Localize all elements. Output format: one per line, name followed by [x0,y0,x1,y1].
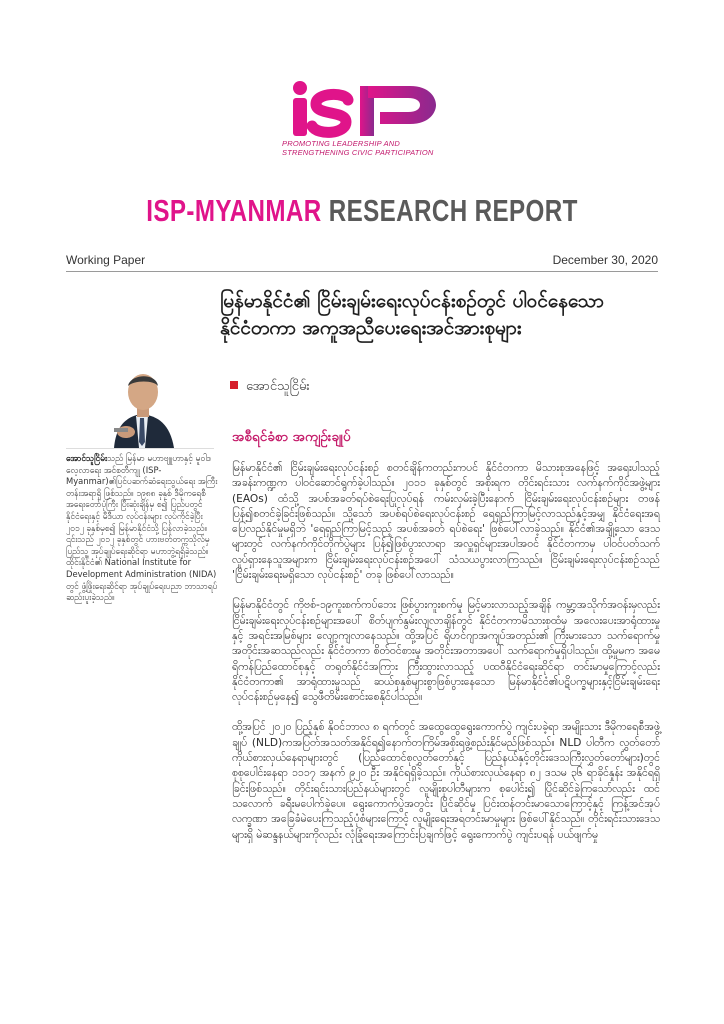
bio-text: သည် မြန်မာ မဟာဗျူဟာနှင့် မူဝါဒလေ့လာရေး အင်စတီကျု (ISP-Myanmar)၏ပြင်ပဆက်ဆံရေးသွယ်ရေး အကြီးတန်းအရာရှိ ဖြစ်သည်။ ၁၉၈၈ ခုနှစ် ဒီမိုကရေစီ အရေးတော်ပုံကြီး ပြီးဆုံးချိန်မှ စ၍ ပြည်ပတွင် နိုင်ငံရေးနှင့် မီဒီယာ လုပ်ငန်းများ လုပ်ကိုင်ခဲ့ပြီး ၂၀၁၂ ခုနှစ်မှစ၍ မြန်မာနိုင်ငံသို့ ပြန်လာခဲ့သည်။ ၎င်းသည် ၂၀၁၂ ခုနှစ်တွင် ဟားဗတ်တက္ကသိုလ်မှ ပြည်သူ့ အုပ်ချုပ်ရေးဆိုင်ရာ မဟာဘွဲ့ရရှိခဲ့သည်။ ထိုင်းနိုင်ငံ၏ National Institute for Development Administration (NIDA) တွင် ဖွံ့ဖြိုးရေးဆိုင်ရာ အုပ်ချုပ်ရေးပညာ ဘာသာရပ် ဆည်းပူးခဲ့သည်။ [66,453,218,603]
article-body [232,461,660,858]
report-brand: ISP-MYANMAR [146,193,322,228]
body-paragraph: ထို့အပြင် ၂၀၂၀ ပြည့်နှစ် နိုဝင်ဘာလ ၈ ရက်တွင် အထွေထွေရွေးကောက်ပွဲ ကျင်းပခဲ့ရာ အမျိုးသား ဒီမိုကရေစီအဖွဲ့ချုပ် (NLD)ကအပြတ်အသတ်အနိုင်ရ၍နောက်တကြိမ်အစိုးရဖွဲ့စည်းနိုင်မည်ဖြစ်သည်။ NLD ပါတီက လွှတ်တော်ကိုယ်စားလှယ်နေရာများတွင် (ပြည်ထောင်စုလွှတ်တော်နှင့် ပြည်နယ်နှင့်တိုင်းဒေသကြီးလွှတ်တော်များ)တွင် စုစုပေါင်းနေရာ ၁၁၁၇ အနက် ၉၂၀ ဦး အနိုင်ရရှိခဲ့သည်။ ကိုယ်စားလှယ်နေရာ ၈၂ ဒသမ ၃၆ ရာခိုင်နှုန်း အနိုင်ရရှိခြင်းဖြစ်သည်။ တိုင်းရင်းသားပြည်နယ်များတွင် လူမျိုးစုပါတီများက စုပေါင်း၍ ပြိုင်ဆိုင်ခဲ့ကြသော်လည်း ထင်သလောက် ခရီးမပေါက်ခဲ့ပေ။ ရွေးကောက်ပွဲအတွင်း ပြိုင်ဆိုင်မှု ပြင်းထန်တင်းမာသောကြောင့်နှင့် ကြန့်အင်အုပ်လက္ခဏာ အခြေခံမဲပေးကြသည့်ပုံစံများကြောင့် လူမျိုးရေးအရတင်းမာမှုများ ဖြစ်ပေါ်နိုင်သည်။ တိုင်းရင်းသားဒေသများရှိ မဲဆန္ဒနယ်များကိုလည်း လုံခြုံရေးအကြောင်းပြချက်ဖြင့် ရွေးကောက်ပွဲ ကျင်းပရန် ပယ်ဖျက်မှု [232,721,660,841]
author-photo-illustration [66,358,214,448]
author-bio [66,453,218,604]
logo-tagline [282,139,452,157]
publish-date: December 30, 2020 [552,253,658,267]
body-paragraph: မြန်မာနိုင်ငံ၏ ငြိမ်းချမ်းရေးလုပ်ငန်းစဉ် စတင်ချိန်ကတည်းကပင် နိုင်ငံတကာ မိသားစုအနေဖြင့် အရေးပါသည့် အခန်းကဏ္ဍက ပါဝင်ဆောင်ရွက်ခဲ့ပါသည်။ ၂၀၁၁ ခုနှစ်တွင် အစိုးရက တိုင်းရင်းသား လက်နက်ကိုင်အဖွဲ့များ (EAOs) ထံသို့ အပစ်အခတ်ရပ်စဲရေးပြုလုပ်ရန် ကမ်းလှမ်းခဲ့ပြီးနောက် ငြိမ်းချမ်းရေးလုပ်ငန်းစဉ်များ တဖန် ပြန်၍စတင်ခဲ့ခြင်းဖြစ်သည်။ သို့သော် အပစ်ရပ်စဲရေးလုပ်ငန်းစဉ် ရေရှည်ကြာမြင့်လာသည်နှင့်အမျှ နိုင်ငံရေးအရ ပြေလည်နိုင်မှုမရှိဘဲ 'ရေရှည်ကြာမြင့်သည့် အပစ်အခတ် ရပ်စဲရေး' ဖြစ်ပေါ်လာခဲ့သည်။ နိုင်ငံ၏အချို့သော ဒေသများတွင် လက်နက်ကိုင်တိုက်ပွဲများ ပြန်၍ဖြစ်ပွားလာရာ အလှူရှင်များအပါအဝင် နိုင်ငံတကာမှ ပါဝင်ပတ်သက် လှုပ်ရှားနေသူအများက ငြိမ်းချမ်းရေးလုပ်ငန်းစဉ်အပေါ် သံသယပွားလာကြသည်။ ငြိမ်းချမ်းရေးလုပ်ငန်းစဉ်သည် 'ငြိမ်းချမ်းရေးမရှိသော လုပ်ငန်းစဉ်' တခု ဖြစ်ပေါ်လာသည်။ [232,462,660,582]
paper-type: Working Paper [66,253,146,267]
meta-line [66,253,658,272]
author-name: အောင်သူငြိမ်း [246,379,310,394]
article-title [220,288,670,342]
author-marker-icon [230,381,238,389]
author-photo [66,358,214,449]
tagline-line-1: PROMOTING LEADERSHIP AND [282,139,401,148]
section-heading-summary: အစီရင်ခံစာ အကျဉ်းချုပ် [232,429,351,445]
isp-logo-mark [280,78,450,140]
tagline-line-2: STRENGTHENING CIVIC PARTICIPATION [282,148,434,157]
article-title-line-2: နိုင်ငံတကာ အကူအညီပေးရေးအင်အားစုများ [220,317,522,339]
isp-logo [280,78,450,178]
author-byline [230,378,310,397]
bio-name: အောင်သူငြိမ်း [66,453,108,463]
report-title-rest: RESEARCH REPORT [328,193,578,228]
article-title-line-1: မြန်မာနိုင်ငံ၏ ငြိမ်းချမ်းရေးလုပ်ငန်းစဉ်တွင် ပါဝင်နေသော [220,290,604,312]
body-paragraph: မြန်မာနိုင်ငံတွင် ကိုဗစ်-၁၉ကူးစက်ကပ်ဘေး ဖြစ်ပွားကူးစက်မှု မြင့်မားလာသည့်အချိန် ကမ္ဘာ့အသိုက်အဝန်းမှလည်း ငြိမ်းချမ်းရေးလုပ်ငန်းစဉ်များအပေါ် စိတ်ပျက်နွမ်းလျလာချိန်တွင် နိုင်ငံတကာမိသားစုထံမှ အလေးပေးအာရုံထားမှုနှင့် အရင်းအမြစ်များ လျော့ကျလာနေသည်။ ထို့အပြင် ရိုဟင်ဂျာအကျပ်အတည်း၏ ကြီးမားသော သက်ရောက်မှုအတိုင်းအဆသည်လည်း နိုင်ငံတကာ စိတ်ဝင်စားမှု အတိုင်းအတာအပေါ် သက်ရောက်မှုရှိပါသည်။ ထို့မှုမက အမေရိကန်ပြည်ထောင်စုနှင့် တရုတ်နိုင်ငံအကြား ကြီးထွားလာသည့် ပထဝီနိုင်ငံရေးဆိုင်ရာ တင်းမာမှုကြောင့်လည်း နိုင်ငံတကာ၏ အာရုံထားမှုသည် ဆယ်စုနှစ်များစွာဖြစ်ပွားနေသော မြန်မာနိုင်ငံ၏ပဋိပက္ခများနှင့်ငြိမ်းချမ်းရေးလုပ်ငန်းစဉ်မှနေ၍ သွေဖီတိမ်းစောင်းစေနိုင်ပါသည်။ [232,599,660,704]
report-title [80,193,645,229]
